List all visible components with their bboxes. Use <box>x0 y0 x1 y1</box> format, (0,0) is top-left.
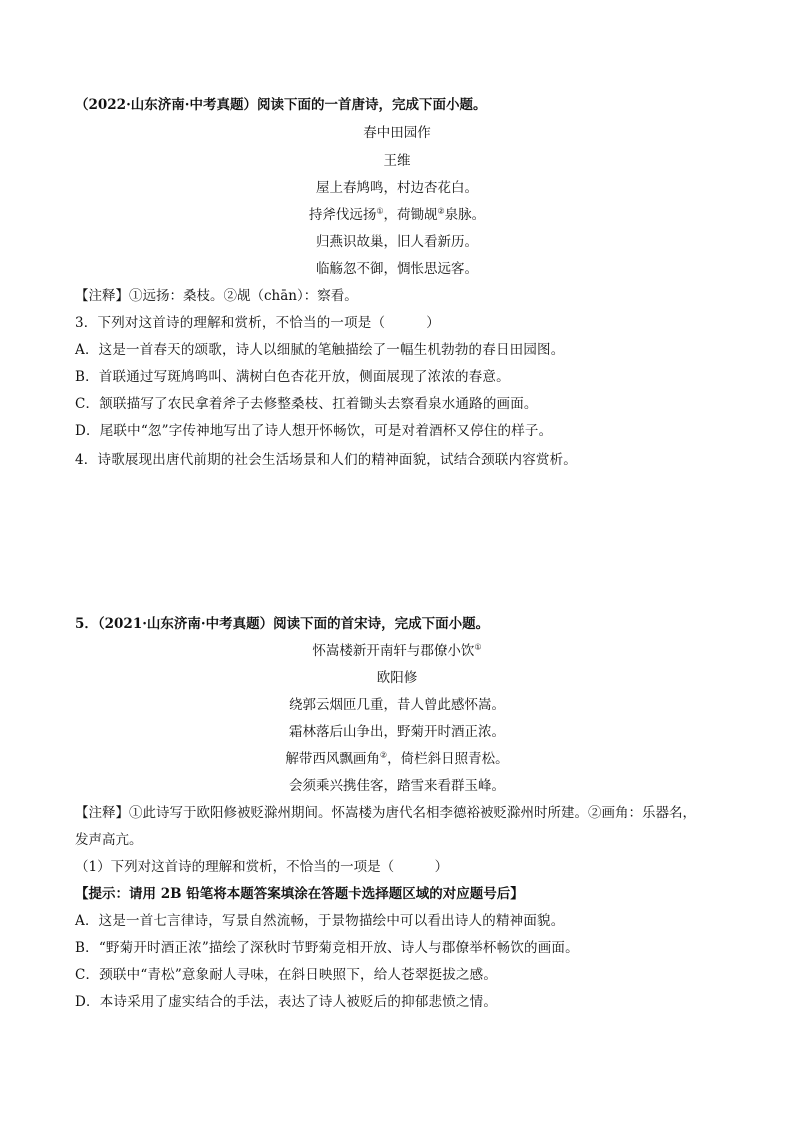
poem-author: 王维 <box>383 153 411 169</box>
option-a: A．这是一首春天的颂歌，诗人以细腻的笔触描绘了一幅生机勃勃的春日田园图。 <box>75 342 565 358</box>
poem-line-part: ，倚栏斜日照青松。 <box>387 751 509 767</box>
poem-line: 霜林落后山争出，野菊开时酒正浓。 <box>289 724 505 740</box>
question-stem: 4．诗歌展现出唐代前期的社会生活场景和人们的精神面貌，试结合颈联内容赏析。 <box>75 452 577 468</box>
poem-title: 春中田园作 <box>363 125 431 141</box>
poem-line <box>0 749 794 769</box>
poem-line-part: 泉脉。 <box>444 207 486 223</box>
footnote-marker: ② <box>379 750 388 760</box>
poem-line-part: 解带西风飘画角 <box>285 751 380 767</box>
poem-line: 绕郭云烟匝几重，昔人曾此感怀嵩。 <box>289 697 505 713</box>
option-d: D．尾联中“忽”字传神地写出了诗人想开怀畅饮，可是对着酒杯又停住的样子。 <box>75 423 553 439</box>
poem-line-part: ，荷锄觇 <box>383 207 438 223</box>
poem-title-text: 怀嵩楼新开南轩与郡僚小饮 <box>312 643 475 659</box>
annotation-note: 【注释】①远扬：桑枝。②觇（chān）：察看。 <box>75 288 358 304</box>
question-stem: 3．下列对这首诗的理解和赏析，不恰当的一项是（ ） <box>75 315 440 331</box>
option-b: B．“野菊开时酒正浓”描绘了深秋时节野菊竞相开放、诗人与郡僚举杯畅饮的画面。 <box>75 940 579 956</box>
poem-line: 归燕识故巢，旧人看新历。 <box>316 234 478 250</box>
question-stem: （1）下列对这首诗的理解和赏析，不恰当的一项是（ ） <box>75 859 449 875</box>
option-a: A．这是一首七言律诗，写景自然流畅，于景物描绘中可以看出诗人的精神面貌。 <box>75 913 565 929</box>
footnote-marker: ① <box>474 642 482 652</box>
poem-line <box>0 205 794 225</box>
poem-line: 屋上春鸠鸣，村边杏花白。 <box>316 180 478 196</box>
poem-line-part: 持斧伐远扬 <box>308 207 377 223</box>
question-header: 5．（2021·山东济南·中考真题）阅读下面的首宋诗，完成下面小题。 <box>75 616 490 632</box>
option-c: C．颈联中“青松”意象耐人寻味，在斜日映照下，给人苍翠挺拔之感。 <box>75 967 498 983</box>
poem-author: 欧阳修 <box>376 670 418 686</box>
poem-line: 会须乘兴携佳客，踏雪来看群玉峰。 <box>289 778 505 794</box>
poem-title <box>0 641 794 661</box>
footnote-marker: ① <box>376 206 384 216</box>
annotation-note: 【注释】①此诗写于欧阳修被贬滁州期间。怀嵩楼为唐代名相李德裕被贬滁州时所建。②画角：乐器名， <box>75 805 696 821</box>
poem-line: 临觞忽不御，惆怅思远客。 <box>316 261 478 277</box>
annotation-note-continued: 发声高亢。 <box>75 832 143 848</box>
option-d: D．本诗采用了虚实结合的手法，表达了诗人被贬后的抑郁悲愤之情。 <box>75 994 498 1010</box>
footnote-marker: ② <box>437 206 445 216</box>
question-header: （2022·山东济南·中考真题）阅读下面的一首唐诗，完成下面小题。 <box>75 97 487 113</box>
answer-hint: 【提示：请用 2B 铅笔将本题答案填涂在答题卡选择题区域的对应题号后】 <box>75 886 524 902</box>
option-b: B．首联通过写斑鸠鸣叫、满树白色杏花开放，侧面展现了浓浓的春意。 <box>75 369 510 385</box>
option-c: C．颔联描写了农民拿着斧子去修整桑枝、扛着锄头去察看泉水通路的画面。 <box>75 396 538 412</box>
